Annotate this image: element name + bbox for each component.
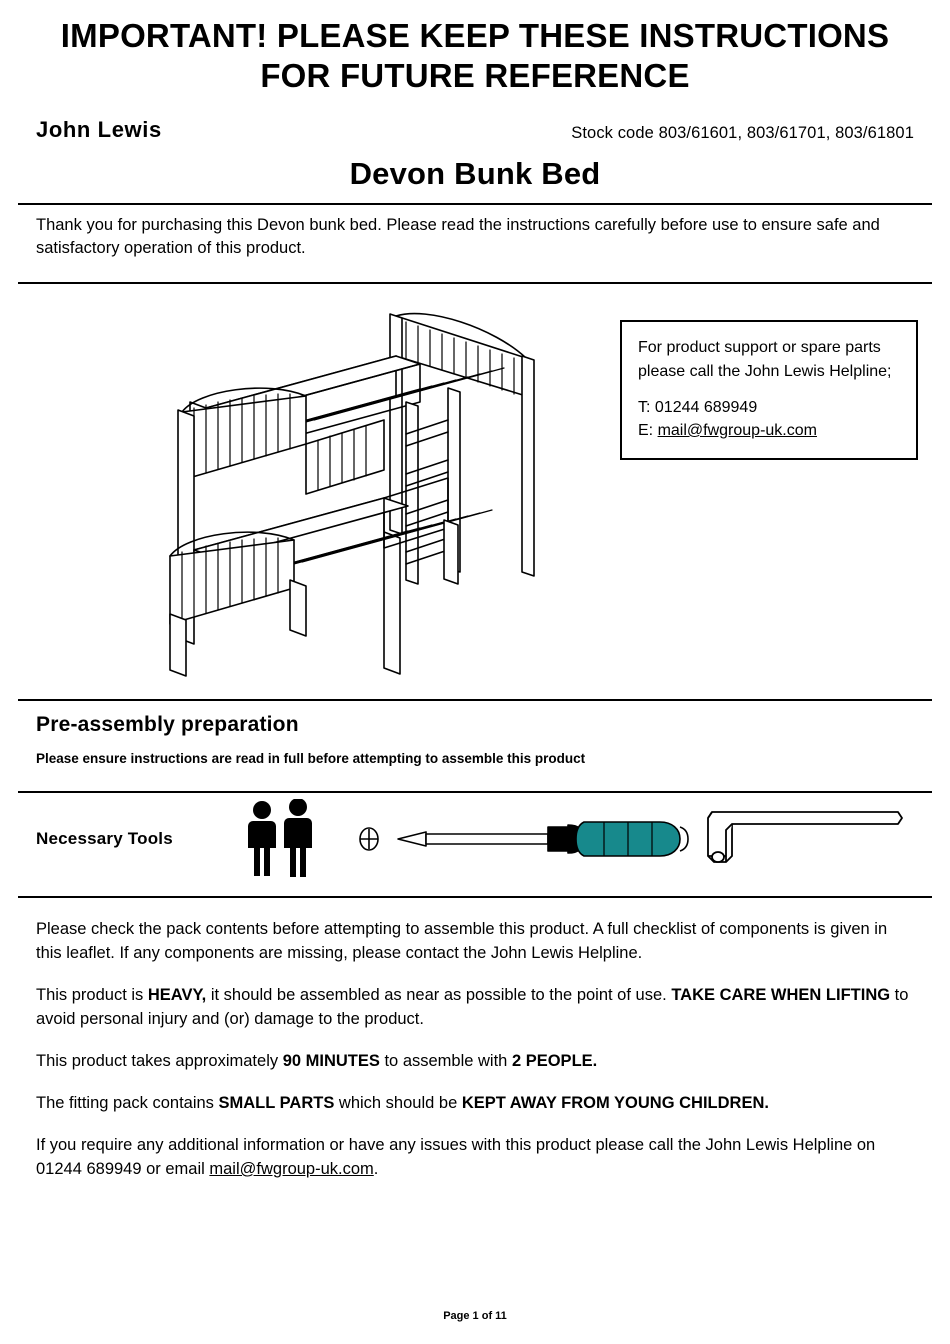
emphasis-small-parts: SMALL PARTS — [218, 1093, 335, 1112]
page-footer: Page 1 of 11 — [443, 1310, 507, 1322]
paragraph-heavy — [36, 984, 914, 1032]
emphasis-take-care: TAKE CARE WHEN LIFTING — [671, 986, 891, 1005]
stock-code: Stock code 803/61601, 803/61701, 803/61801 — [571, 123, 914, 142]
text-fragment: it should be assembled as near as possible to the point of use. — [206, 986, 672, 1005]
support-email-line — [638, 419, 902, 442]
text-fragment: to avoid personal injury and (or) damage to the product. — [36, 986, 909, 1029]
allen-key-icon — [702, 804, 912, 874]
preassembly-subheading: Please ensure instructions are read in full before attempting to assemble this product — [36, 751, 586, 767]
text-fragment: If you require any additional information or have any issues with this product please call the John Lewis Helpline on 01244 689949 or email — [36, 1135, 876, 1178]
paragraph-assembly-time — [36, 1050, 914, 1074]
brand-row — [18, 117, 932, 143]
support-phone: T: 01244 689949 — [638, 398, 758, 416]
support-email-link[interactable]: mail@fwgroup-uk.com — [657, 421, 817, 439]
text-fragment: This product is — [36, 986, 148, 1005]
screwdriver-icon — [392, 809, 702, 869]
two-people-icon — [236, 799, 346, 879]
support-text: For product support or spare parts please call the John Lewis Helpline; — [638, 339, 892, 380]
text-fragment: This product takes approximately — [36, 1052, 283, 1071]
bunk-bed-illustration — [138, 284, 558, 684]
emphasis-minutes: 90 MINUTES — [282, 1052, 380, 1071]
intro-paragraph: Thank you for purchasing this Devon bunk bed. Please read the instructions carefully before use to ensure safe and satisfactory operation of this product. — [36, 215, 880, 257]
tools-icon-group — [236, 799, 932, 879]
text-fragment: which should be — [334, 1093, 462, 1112]
brand-name: John Lewis — [36, 116, 162, 142]
emphasis-people: 2 PEOPLE. — [511, 1052, 598, 1071]
crosshead-screw-icon — [346, 819, 392, 859]
body-text — [18, 898, 932, 1181]
paragraph-contact — [36, 1134, 914, 1182]
spacer — [638, 383, 902, 396]
support-email-prefix: E: — [638, 421, 658, 439]
necessary-tools-row — [18, 793, 932, 885]
text-fragment: to assemble with — [379, 1052, 512, 1071]
paragraph-pack-contents: Please check the pack contents before attempting to assemble this product. A full checklist of components is given in this leaflet. If any components are missing, please contact the John Lewis Helpline. — [36, 920, 888, 963]
preassembly-heading: Pre-assembly preparation — [36, 713, 299, 737]
support-box — [620, 320, 918, 460]
illustration-area — [18, 284, 932, 688]
product-title: Devon Bunk Bed — [349, 155, 601, 191]
paragraph-small-parts — [36, 1092, 914, 1116]
emphasis-children: KEPT AWAY FROM YOUNG CHILDREN. — [461, 1093, 769, 1112]
text-fragment: . — [373, 1159, 379, 1178]
helpline-email-link[interactable]: mail@fwgroup-uk.com — [209, 1159, 374, 1178]
text-fragment: The fitting pack contains — [36, 1093, 219, 1112]
emphasis-heavy: HEAVY, — [147, 986, 207, 1005]
page-title: IMPORTANT! PLEASE KEEP THESE INSTRUCTIONS FOR FUTURE REFERENCE — [60, 17, 890, 95]
necessary-tools-label: Necessary Tools — [36, 829, 173, 849]
